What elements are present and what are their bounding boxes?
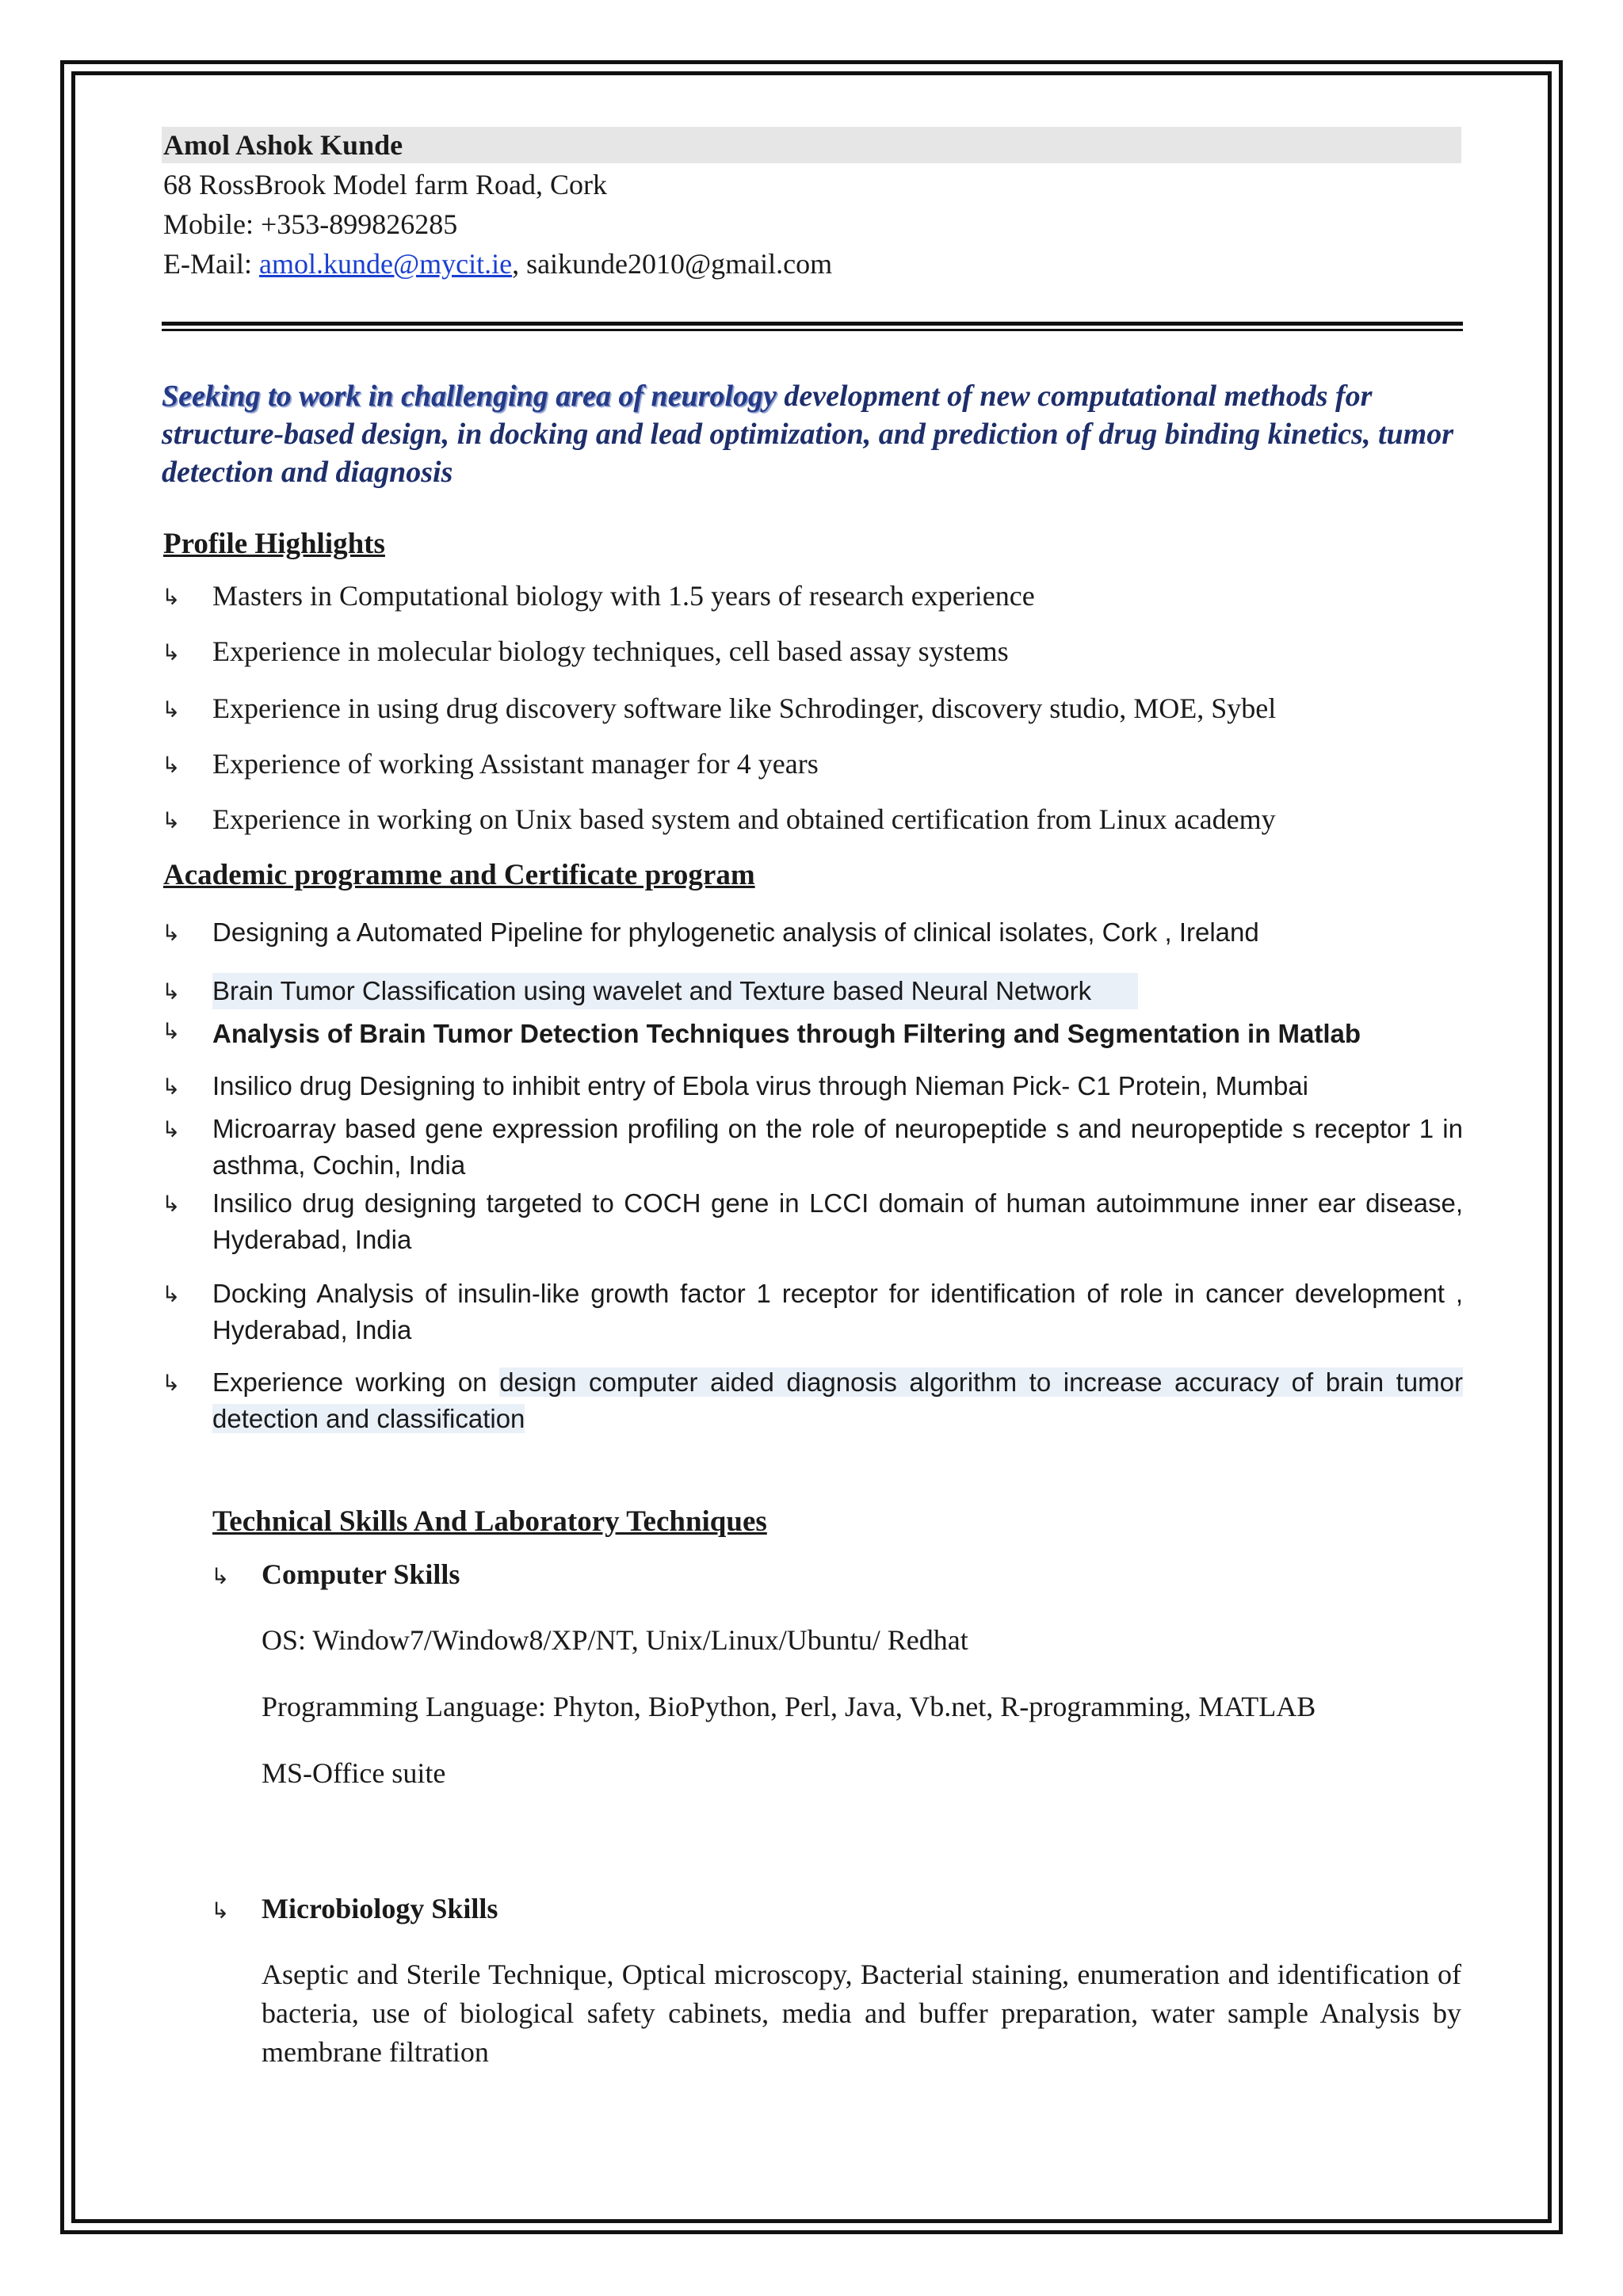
bullet-arrow-icon: ↳ xyxy=(162,807,181,833)
email-line xyxy=(163,246,832,282)
bullet-arrow-icon: ↳ xyxy=(162,1074,181,1100)
bullet-arrow-icon: ↳ xyxy=(162,696,181,723)
bullet-arrow-icon: ↳ xyxy=(162,1018,181,1044)
technical-skills-title: Technical Skills And Laboratory Techniques xyxy=(212,1505,767,1538)
os-skills: OS: Window7/Window8/XP/NT, Unix/Linux/Ubuntu/ Redhat xyxy=(262,1624,968,1656)
email-link[interactable]: amol.kunde@mycit.ie xyxy=(258,248,513,280)
objective-lead: Seeking to work in challenging area of neurology xyxy=(162,379,777,413)
academic-item-last-prefix: Experience working on xyxy=(212,1367,500,1397)
academic-item: Designing a Automated Pipeline for phylogenetic analysis of clinical isolates, Cork , Ireland xyxy=(212,917,1259,947)
bullet-arrow-icon: ↳ xyxy=(162,920,181,946)
office-skills: MS-Office suite xyxy=(262,1757,446,1789)
address: 68 RossBrook Model farm Road, Cork xyxy=(163,169,607,200)
academic-item-last xyxy=(212,1364,1463,1437)
header-divider xyxy=(162,322,1463,326)
profile-item: Experience in using drug discovery software like Schrodinger, discovery studio, MOE, Sybel xyxy=(212,692,1277,724)
academic-item: Brain Tumor Classification using wavelet and Texture based Neural Network xyxy=(212,973,1138,1009)
career-objective xyxy=(162,377,1477,491)
bullet-arrow-icon: ↳ xyxy=(162,584,181,610)
bullet-arrow-icon: ↳ xyxy=(162,1191,181,1217)
academic-title: Academic programme and Certificate program xyxy=(163,859,755,891)
header-divider-thin xyxy=(162,329,1463,331)
microbiology-skills-text: Aseptic and Sterile Technique, Optical microscopy, Bacterial staining, enumeration and identification of bacteria, use of biological safety cabinets, media and buffer preparation, water sample Analysis by membrane filtration xyxy=(262,1958,1461,2068)
bullet-arrow-icon: ↳ xyxy=(162,1370,181,1396)
candidate-name: Amol Ashok Kunde xyxy=(163,129,403,161)
academic-item: Docking Analysis of insulin-like growth factor 1 receptor for identification of role in cancer development , Hyderabad, India xyxy=(212,1279,1463,1344)
profile-item: Experience of working Assistant manager for 4 years xyxy=(212,748,819,780)
objective-rest: development of new computational methods for structure-based design, in docking and lead optimization, and prediction of drug binding kinetics, tumor detection and diagnosis xyxy=(162,379,1453,489)
academic-item: Insilico drug Designing to inhibit entry of Ebola virus through Nieman Pick- C1 Protein, Mumbai xyxy=(212,1071,1308,1100)
academic-item-last-highlight: design computer aided diagnosis algorithm to increase accuracy of brain tumor detection and classification xyxy=(212,1367,1463,1433)
mobile: Mobile: +353-899826285 xyxy=(163,208,458,240)
bullet-arrow-icon: ↳ xyxy=(162,978,181,1005)
profile-item: Masters in Computational biology with 1.5 years of research experience xyxy=(212,580,1035,612)
bullet-arrow-icon: ↳ xyxy=(211,1563,230,1589)
programming-skills: Programming Language: Phyton, BioPython, Perl, Java, Vb.net, R-programming, MATLAB xyxy=(262,1691,1316,1722)
bullet-arrow-icon: ↳ xyxy=(162,1116,181,1142)
academic-item: Insilico drug designing targeted to COCH gene in LCCI domain of human autoimmune inner ear disease, Hyderabad, India xyxy=(212,1188,1463,1254)
email-label: E-Mail: xyxy=(163,248,259,280)
microbiology-skills-heading: Microbiology Skills xyxy=(262,1893,498,1924)
profile-item: Experience in molecular biology techniques, cell based assay systems xyxy=(212,635,1009,667)
email-secondary: , saikunde2010@gmail.com xyxy=(512,248,833,280)
bullet-arrow-icon: ↳ xyxy=(162,1281,181,1307)
profile-highlights-title: Profile Highlights xyxy=(163,528,385,560)
computer-skills-heading: Computer Skills xyxy=(262,1558,460,1590)
bullet-arrow-icon: ↳ xyxy=(162,752,181,778)
bullet-arrow-icon: ↳ xyxy=(162,639,181,666)
profile-item: Experience in working on Unix based system and obtained certification from Linux academy xyxy=(212,803,1276,835)
bullet-arrow-icon: ↳ xyxy=(211,1897,230,1924)
academic-item: Analysis of Brain Tumor Detection Techniques through Filtering and Segmentation in Matlab xyxy=(212,1019,1361,1048)
academic-item: Microarray based gene expression profiling on the role of neuropeptide s and neuropeptide s receptor 1 in asthma, Cochin, India xyxy=(212,1114,1463,1180)
